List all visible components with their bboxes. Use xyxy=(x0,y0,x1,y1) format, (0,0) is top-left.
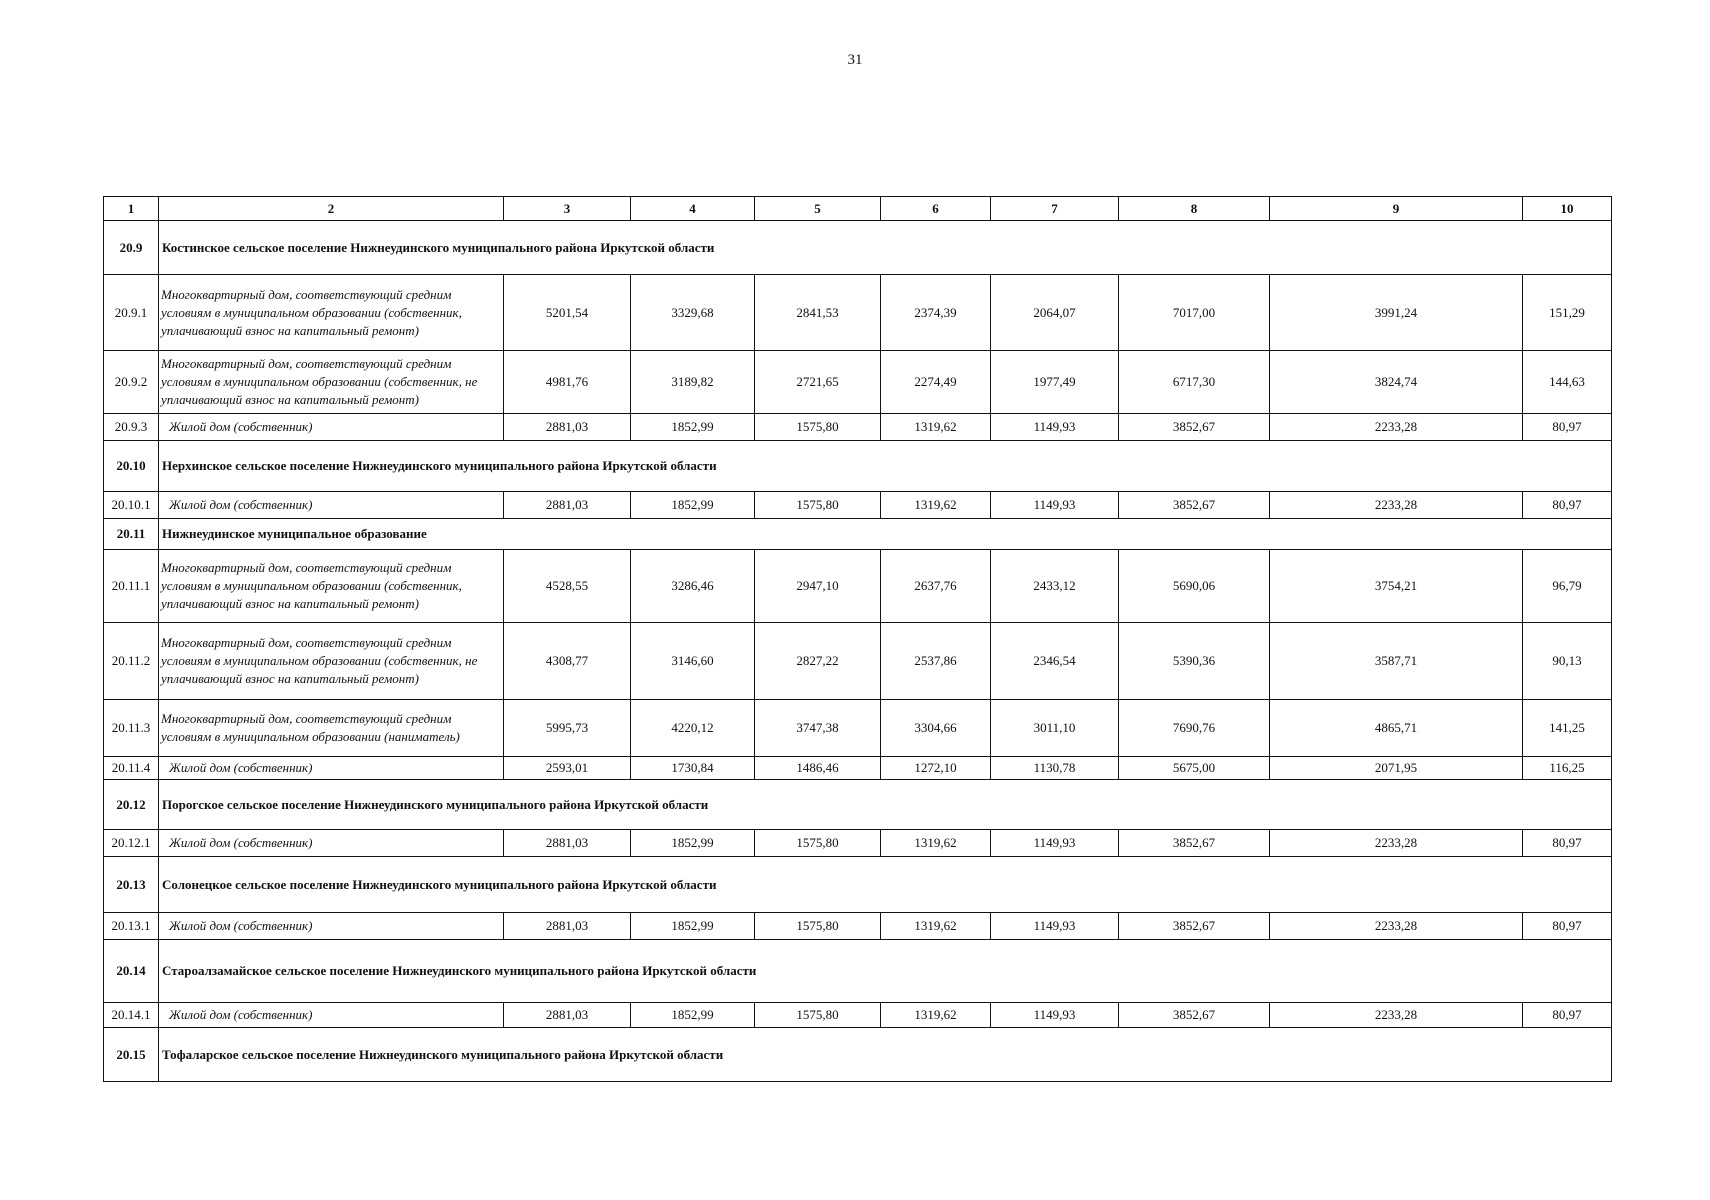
value-cell-col-8: 3852,67 xyxy=(1119,913,1270,940)
table-row xyxy=(104,492,1612,519)
value-cell-col-10: 80,97 xyxy=(1523,492,1612,519)
section-row xyxy=(104,221,1612,275)
row-code: 20.13.1 xyxy=(104,913,159,940)
section-title: Нерхинское сельское поселение Нижнеудинского муниципального района Иркутской области xyxy=(159,441,1612,492)
column-header-6: 6 xyxy=(881,197,991,221)
row-code: 20.9.1 xyxy=(104,275,159,351)
value-cell-col-6: 2374,39 xyxy=(881,275,991,351)
row-code: 20.13 xyxy=(104,857,159,913)
value-cell-col-7: 2064,07 xyxy=(991,275,1119,351)
column-header-7: 7 xyxy=(991,197,1119,221)
value-cell-col-6: 3304,66 xyxy=(881,700,991,757)
value-cell-col-5: 3747,38 xyxy=(755,700,881,757)
column-header-2: 2 xyxy=(159,197,504,221)
value-cell-col-8: 3852,67 xyxy=(1119,492,1270,519)
row-code: 20.15 xyxy=(104,1028,159,1082)
value-cell-col-3: 2881,03 xyxy=(504,913,631,940)
table-body xyxy=(104,221,1612,1082)
value-cell-col-6: 2537,86 xyxy=(881,623,991,700)
value-cell-col-6: 2637,76 xyxy=(881,550,991,623)
value-cell-col-8: 7690,76 xyxy=(1119,700,1270,757)
value-cell-col-9: 2233,28 xyxy=(1270,830,1523,857)
value-cell-col-9: 4865,71 xyxy=(1270,700,1523,757)
value-cell-col-5: 1575,80 xyxy=(755,830,881,857)
table-row xyxy=(104,757,1612,780)
row-code: 20.11.1 xyxy=(104,550,159,623)
section-row xyxy=(104,519,1612,550)
value-cell-col-7: 1149,93 xyxy=(991,1003,1119,1028)
table-row xyxy=(104,275,1612,351)
row-code: 20.11 xyxy=(104,519,159,550)
value-cell-col-7: 1149,93 xyxy=(991,830,1119,857)
section-title: Порогское сельское поселение Нижнеудинского муниципального района Иркутской области xyxy=(159,780,1612,830)
value-cell-col-8: 5390,36 xyxy=(1119,623,1270,700)
item-name: Многоквартирный дом, соответствующий средним условиям в муниципальном образовании (собственник, не уплачивающий взнос на капитальный ремонт) xyxy=(159,351,504,414)
value-cell-col-4: 4220,12 xyxy=(631,700,755,757)
table-row xyxy=(104,351,1612,414)
value-cell-col-3: 5201,54 xyxy=(504,275,631,351)
value-cell-col-8: 6717,30 xyxy=(1119,351,1270,414)
value-cell-col-3: 5995,73 xyxy=(504,700,631,757)
value-cell-col-10: 80,97 xyxy=(1523,830,1612,857)
section-row xyxy=(104,1028,1612,1082)
value-cell-col-8: 3852,67 xyxy=(1119,414,1270,441)
value-cell-col-10: 116,25 xyxy=(1523,757,1612,780)
row-code: 20.10.1 xyxy=(104,492,159,519)
row-code: 20.14 xyxy=(104,940,159,1003)
section-title: Солонецкое сельское поселение Нижнеудинского муниципального района Иркутской области xyxy=(159,857,1612,913)
section-title: Нижнеудинское муниципальное образование xyxy=(159,519,1612,550)
item-name: Многоквартирный дом, соответствующий средним условиям в муниципальном образовании (собственник, не уплачивающий взнос на капитальный ремонт) xyxy=(159,623,504,700)
row-code: 20.14.1 xyxy=(104,1003,159,1028)
value-cell-col-6: 1319,62 xyxy=(881,414,991,441)
value-cell-col-7: 1149,93 xyxy=(991,913,1119,940)
value-cell-col-10: 141,25 xyxy=(1523,700,1612,757)
value-cell-col-5: 2947,10 xyxy=(755,550,881,623)
value-cell-col-5: 2841,53 xyxy=(755,275,881,351)
table-row xyxy=(104,1003,1612,1028)
value-cell-col-6: 1319,62 xyxy=(881,913,991,940)
row-code: 20.11.2 xyxy=(104,623,159,700)
section-row xyxy=(104,780,1612,830)
item-name: Жилой дом (собственник) xyxy=(159,492,504,519)
row-code: 20.10 xyxy=(104,441,159,492)
section-row xyxy=(104,441,1612,492)
value-cell-col-8: 7017,00 xyxy=(1119,275,1270,351)
value-cell-col-9: 3754,21 xyxy=(1270,550,1523,623)
item-name: Жилой дом (собственник) xyxy=(159,414,504,441)
value-cell-col-5: 1575,80 xyxy=(755,492,881,519)
item-name: Многоквартирный дом, соответствующий средним условиям в муниципальном образовании (наниматель) xyxy=(159,700,504,757)
section-title: Тофаларское сельское поселение Нижнеудинского муниципального района Иркутской области xyxy=(159,1028,1612,1082)
table-row xyxy=(104,700,1612,757)
table-row xyxy=(104,623,1612,700)
column-header-3: 3 xyxy=(504,197,631,221)
value-cell-col-6: 1319,62 xyxy=(881,830,991,857)
value-cell-col-6: 1319,62 xyxy=(881,1003,991,1028)
row-code: 20.9.2 xyxy=(104,351,159,414)
page-number: 31 xyxy=(847,52,863,68)
value-cell-col-7: 2346,54 xyxy=(991,623,1119,700)
value-cell-col-10: 80,97 xyxy=(1523,414,1612,441)
value-cell-col-4: 1852,99 xyxy=(631,1003,755,1028)
column-header-10: 10 xyxy=(1523,197,1612,221)
value-cell-col-3: 4981,76 xyxy=(504,351,631,414)
value-cell-col-4: 3329,68 xyxy=(631,275,755,351)
value-cell-col-8: 3852,67 xyxy=(1119,1003,1270,1028)
value-cell-col-7: 1130,78 xyxy=(991,757,1119,780)
value-cell-col-7: 1977,49 xyxy=(991,351,1119,414)
value-cell-col-10: 80,97 xyxy=(1523,1003,1612,1028)
row-code: 20.12 xyxy=(104,780,159,830)
value-cell-col-8: 5690,06 xyxy=(1119,550,1270,623)
value-cell-col-10: 80,97 xyxy=(1523,913,1612,940)
value-cell-col-9: 3587,71 xyxy=(1270,623,1523,700)
value-cell-col-4: 3189,82 xyxy=(631,351,755,414)
value-cell-col-6: 1319,62 xyxy=(881,492,991,519)
column-header-1: 1 xyxy=(104,197,159,221)
value-cell-col-9: 3824,74 xyxy=(1270,351,1523,414)
value-cell-col-10: 151,29 xyxy=(1523,275,1612,351)
value-cell-col-9: 2233,28 xyxy=(1270,414,1523,441)
value-cell-col-4: 1852,99 xyxy=(631,492,755,519)
column-header-8: 8 xyxy=(1119,197,1270,221)
value-cell-col-5: 1575,80 xyxy=(755,1003,881,1028)
value-cell-col-10: 96,79 xyxy=(1523,550,1612,623)
value-cell-col-9: 2233,28 xyxy=(1270,1003,1523,1028)
value-cell-col-8: 3852,67 xyxy=(1119,830,1270,857)
item-name: Жилой дом (собственник) xyxy=(159,1003,504,1028)
value-cell-col-4: 3286,46 xyxy=(631,550,755,623)
value-cell-col-3: 2881,03 xyxy=(504,414,631,441)
table-row xyxy=(104,550,1612,623)
item-name: Жилой дом (собственник) xyxy=(159,757,504,780)
table-row xyxy=(104,414,1612,441)
value-cell-col-9: 3991,24 xyxy=(1270,275,1523,351)
tariff-table xyxy=(103,196,1612,1082)
value-cell-col-10: 90,13 xyxy=(1523,623,1612,700)
value-cell-col-3: 2881,03 xyxy=(504,1003,631,1028)
item-name: Многоквартирный дом, соответствующий средним условиям в муниципальном образовании (собственник, уплачивающий взнос на капитальный ремонт) xyxy=(159,275,504,351)
item-name: Жилой дом (собственник) xyxy=(159,830,504,857)
value-cell-col-9: 2071,95 xyxy=(1270,757,1523,780)
item-name: Многоквартирный дом, соответствующий средним условиям в муниципальном образовании (собственник, уплачивающий взнос на капитальный ремонт) xyxy=(159,550,504,623)
section-row xyxy=(104,940,1612,1003)
value-cell-col-10: 144,63 xyxy=(1523,351,1612,414)
value-cell-col-5: 1486,46 xyxy=(755,757,881,780)
header-row xyxy=(104,197,1612,221)
value-cell-col-6: 1272,10 xyxy=(881,757,991,780)
value-cell-col-3: 2593,01 xyxy=(504,757,631,780)
row-code: 20.12.1 xyxy=(104,830,159,857)
value-cell-col-9: 2233,28 xyxy=(1270,492,1523,519)
row-code: 20.9 xyxy=(104,221,159,275)
column-header-4: 4 xyxy=(631,197,755,221)
value-cell-col-4: 1852,99 xyxy=(631,830,755,857)
value-cell-col-7: 2433,12 xyxy=(991,550,1119,623)
section-row xyxy=(104,857,1612,913)
value-cell-col-4: 1852,99 xyxy=(631,414,755,441)
value-cell-col-5: 2721,65 xyxy=(755,351,881,414)
value-cell-col-3: 2881,03 xyxy=(504,492,631,519)
column-header-5: 5 xyxy=(755,197,881,221)
value-cell-col-7: 3011,10 xyxy=(991,700,1119,757)
value-cell-col-8: 5675,00 xyxy=(1119,757,1270,780)
value-cell-col-3: 4308,77 xyxy=(504,623,631,700)
value-cell-col-4: 3146,60 xyxy=(631,623,755,700)
value-cell-col-9: 2233,28 xyxy=(1270,913,1523,940)
value-cell-col-6: 2274,49 xyxy=(881,351,991,414)
value-cell-col-3: 4528,55 xyxy=(504,550,631,623)
row-code: 20.11.3 xyxy=(104,700,159,757)
column-header-9: 9 xyxy=(1270,197,1523,221)
value-cell-col-4: 1852,99 xyxy=(631,913,755,940)
value-cell-col-3: 2881,03 xyxy=(504,830,631,857)
table-row xyxy=(104,830,1612,857)
value-cell-col-7: 1149,93 xyxy=(991,414,1119,441)
value-cell-col-4: 1730,84 xyxy=(631,757,755,780)
table-header xyxy=(104,197,1612,221)
row-code: 20.9.3 xyxy=(104,414,159,441)
value-cell-col-5: 1575,80 xyxy=(755,913,881,940)
row-code: 20.11.4 xyxy=(104,757,159,780)
item-name: Жилой дом (собственник) xyxy=(159,913,504,940)
value-cell-col-5: 1575,80 xyxy=(755,414,881,441)
section-title: Староалзамайское сельское поселение Нижнеудинского муниципального района Иркутской области xyxy=(159,940,1612,1003)
value-cell-col-7: 1149,93 xyxy=(991,492,1119,519)
table-row xyxy=(104,913,1612,940)
section-title: Костинское сельское поселение Нижнеудинского муниципального района Иркутской области xyxy=(159,221,1612,275)
value-cell-col-5: 2827,22 xyxy=(755,623,881,700)
